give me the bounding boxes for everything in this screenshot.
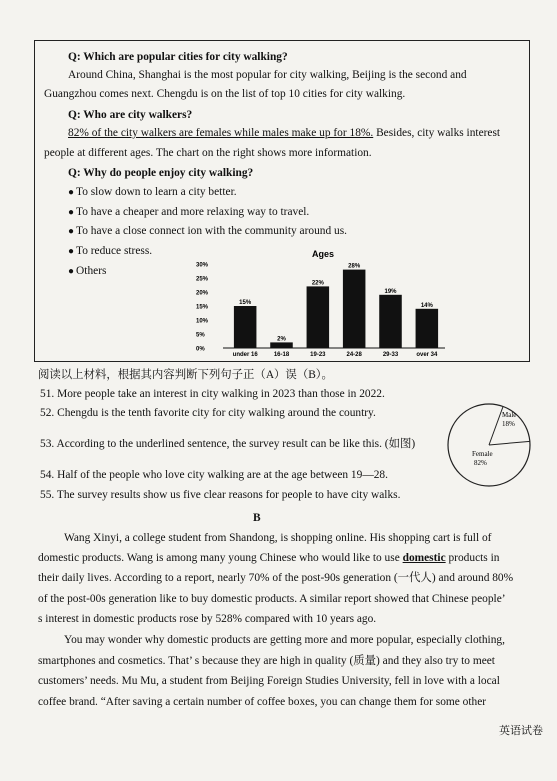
reason-item: ● To have a close connect ion with the community around us. (68, 224, 347, 239)
bar-over-34 (416, 309, 439, 348)
pie-male-value: 18% (502, 420, 515, 428)
section-b-line: You may wonder why domestic products are getting more and more popular, especially clothing, (64, 634, 505, 646)
domestic-keyword: domestic (402, 552, 446, 564)
x-tick-label: 16-18 (273, 352, 290, 358)
underlined-sentence: 82% of the city walkers are females while males make up for 18%. (68, 127, 374, 139)
reason-item: ● To have a cheaper and more relaxing way to travel. (68, 205, 309, 220)
y-tick-label: 25% (196, 276, 209, 283)
age-bar-chart (195, 248, 450, 360)
statement-number: 51. (40, 388, 55, 400)
paragraph-1-line-1: Around China, Shanghai is the most popular for city walking, Beijing is the second and (68, 69, 467, 81)
bar-under-16 (234, 306, 257, 348)
y-tick-label: 0% (196, 346, 205, 353)
statement-54 (40, 468, 388, 483)
y-tick-label: 30% (196, 262, 209, 269)
bar-value-label: 2% (277, 336, 286, 343)
section-b-line: coffee brand. “After saving a certain number of coffee boxes, you can change them for some other (38, 696, 487, 708)
statement-number: 53. (40, 438, 55, 450)
section-b-line: of the post-00s generation like to buy domestic products. A similar report showed that Chinese people’ (38, 593, 506, 605)
pie-divider (489, 406, 503, 445)
text-part: domestic products. Wang is among many young Chinese who would like to use (38, 552, 403, 564)
statement-text: More people take an interest in city walking in 2023 than those in 2022. (57, 388, 385, 400)
section-b-line: s interest in domestic products rose by 528% compared with 10 years ago. (38, 613, 377, 625)
y-tick-label: 20% (196, 290, 209, 297)
pie-female-value: 82% (474, 459, 487, 467)
question-1: Q: Which are popular cities for city walking? (68, 51, 288, 63)
statement-53 (40, 437, 415, 452)
statement-number: 55. (40, 489, 55, 501)
question-3: Q: Why do people enjoy city walking? (68, 167, 254, 179)
statement-text: According to the underlined sentence, the survey result can be like this. (如图) (56, 438, 416, 450)
bar-16-18 (270, 342, 293, 348)
paragraph-2-line-1 (68, 126, 500, 141)
section-b-line: customers’ needs. Mu Mu, a student from Beijing Foreign Studies University, fell in love with a local (38, 675, 500, 687)
bar-value-label: 14% (420, 302, 433, 309)
bar-24-28 (343, 270, 366, 348)
section-b-line: smartphones and cosmetics. That’ s because they are high in quality (质量) and they also try to meet (38, 655, 495, 667)
statement-52 (40, 406, 376, 421)
statement-number: 52. (40, 407, 55, 419)
bar-value-label: 22% (311, 280, 324, 287)
bar-value-label: 28% (348, 263, 361, 270)
bar-value-label: 15% (239, 300, 252, 306)
x-tick-label: 29-33 (382, 352, 399, 358)
statement-number: 54. (40, 469, 55, 481)
x-tick-label: over 34 (416, 352, 438, 358)
statement-55 (40, 488, 400, 503)
bar-29-33 (379, 295, 402, 348)
pie-divider (489, 441, 530, 445)
section-b-heading: B (253, 512, 261, 524)
instructions: 阅读以上材料，根据其内容判断下列句子正（A）误（B）。 (38, 369, 333, 381)
x-tick-label: 24-28 (346, 352, 362, 358)
statement-text: Half of the people who love city walking are at the age between 19—28. (57, 469, 388, 481)
question-2: Q: Who are city walkers? (68, 109, 193, 121)
statement-text: Chengdu is the tenth favorite city for city walking around the country. (57, 407, 376, 419)
paragraph-2-line-2: people at different ages. The chart on the right shows more information. (44, 147, 372, 159)
paragraph-2-rest: Besides, city walks interest (373, 127, 501, 139)
statement-text: The survey results show us five clear reasons for people to have city walks. (56, 489, 401, 501)
section-b-line (38, 551, 499, 566)
x-tick-label: under 16 (232, 352, 258, 358)
section-b-line: their daily lives. According to a report, nearly 70% of the post-90s generation (一代人) and around 80% (38, 572, 514, 584)
section-b-line: Wang Xinyi, a college student from Shandong, is shopping online. His shopping cart is full of (64, 532, 492, 544)
statement-51 (40, 387, 385, 402)
bar-value-label: 19% (384, 288, 397, 295)
y-tick-label: 5% (196, 332, 205, 339)
pie-male-label: Male (502, 411, 517, 419)
y-tick-label: 10% (196, 318, 209, 325)
reason-item: ● Others (68, 264, 106, 279)
chart-title: Ages (311, 249, 335, 259)
x-tick-label: 19-23 (310, 352, 326, 358)
gender-pie-chart (446, 402, 532, 488)
text-part: products in (445, 552, 500, 564)
bar-19-23 (307, 286, 330, 348)
paragraph-1-line-2: Guangzhou comes next. Chengdu is on the list of top 10 cities for city walking. (44, 88, 406, 100)
reason-item: ● To reduce stress. (68, 244, 152, 259)
footer-label: 英语试卷 (499, 724, 543, 737)
y-tick-label: 15% (196, 304, 209, 311)
reason-item: ● To slow down to learn a city better. (68, 185, 237, 200)
pie-female-label: Female (472, 450, 493, 458)
